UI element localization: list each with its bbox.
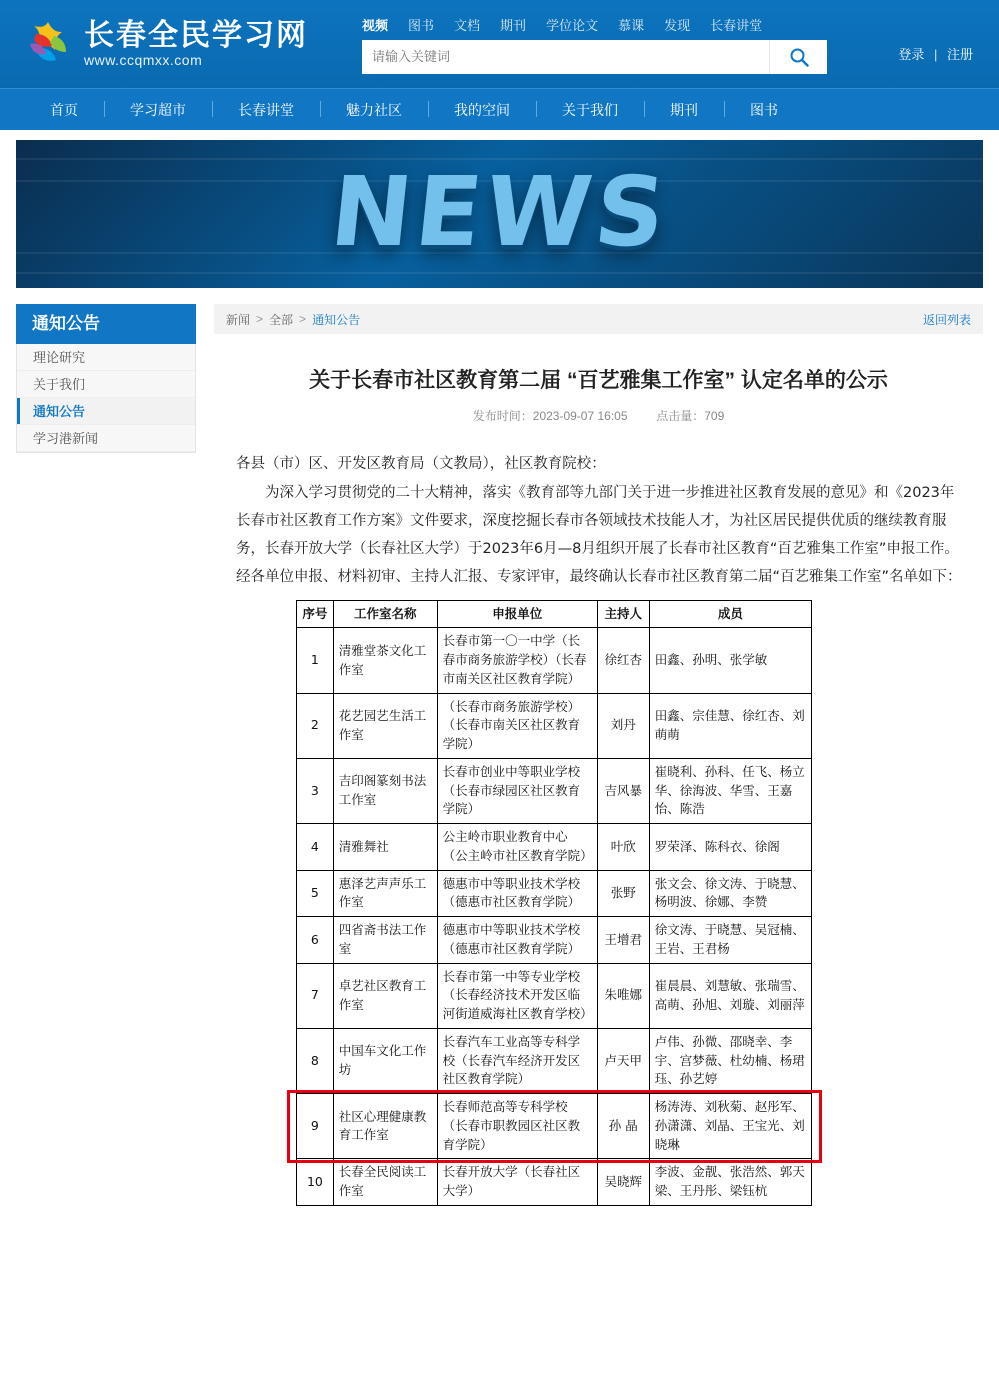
table-row <box>297 917 812 964</box>
search-button[interactable] <box>769 40 827 74</box>
article-paragraph-1: 各县（市）区、开发区教育局（文教局），社区教育院校： <box>236 456 606 473</box>
table-row <box>297 1028 812 1093</box>
cell-name: 惠泽艺声声乐工作室 <box>333 870 437 917</box>
site-logo[interactable] <box>22 18 322 70</box>
search-tab-discover[interactable]: 发现 <box>664 17 691 33</box>
cell-unit: （长春市商务旅游学校）（长春市南关区社区教育学院） <box>437 693 597 758</box>
cell-no: 2 <box>297 693 334 758</box>
cell-members: 张文会、徐文涛、于晓慧、杨明波、徐娜、李赞 <box>649 870 811 917</box>
search-area <box>362 15 832 74</box>
sidebar-list <box>16 344 196 453</box>
sidebar-item-notice[interactable]: 通知公告 <box>17 398 195 425</box>
nav-item-home[interactable]: 首页 <box>50 101 78 118</box>
table-row <box>297 758 812 823</box>
cell-unit: 德惠市中等职业技术学校（德惠市社区教育学院） <box>437 870 597 917</box>
sidebar-item-theory[interactable]: 理论研究 <box>17 344 195 371</box>
cell-members: 崔晓利、孙科、任飞、杨立华、徐海波、华雪、王嘉怡、陈浩 <box>649 758 811 823</box>
article-body <box>214 450 983 591</box>
table-row-highlighted <box>297 1094 812 1159</box>
cell-host: 王增君 <box>597 917 649 964</box>
nav-item-about-us[interactable]: 关于我们 <box>536 89 644 131</box>
breadcrumb-separator-2: > <box>299 312 307 326</box>
search-tab-thesis[interactable]: 学位论文 <box>546 17 599 33</box>
back-to-list-link[interactable]: 返回列表 <box>922 312 971 327</box>
cell-name: 清雅舞社 <box>333 824 437 871</box>
th-unit: 申报单位 <box>437 600 597 628</box>
cell-unit: 德惠市中等职业技术学校（德惠市社区教育学院） <box>437 917 597 964</box>
cell-host: 刘丹 <box>597 693 649 758</box>
page-title: 关于长春市社区教育第二届 “百艺雅集工作室” 认定名单的公示 <box>309 369 888 392</box>
cell-name: 花艺园艺生活工作室 <box>333 693 437 758</box>
cell-unit: 长春开放大学（长春社区大学） <box>437 1159 597 1206</box>
th-host: 主持人 <box>597 600 649 628</box>
th-name: 工作室名称 <box>333 600 437 628</box>
search-tab-docs[interactable]: 文档 <box>454 17 481 33</box>
breadcrumb-current[interactable]: 通知公告 <box>312 312 361 327</box>
search-tabs <box>362 15 832 34</box>
content-area <box>0 288 999 1236</box>
main-column <box>214 304 983 1236</box>
cell-no: 7 <box>297 963 334 1028</box>
auth-links <box>898 44 973 63</box>
studio-table-wrap <box>214 592 983 1236</box>
cell-unit: 长春市第一〇一中学（长春市商务旅游学校）（长春市南关区社区教育学院） <box>437 628 597 693</box>
publish-time-value: 2023-09-07 16:05 <box>532 409 628 424</box>
cell-host: 卢天甲 <box>597 1028 649 1093</box>
cell-name: 中国车文化工作坊 <box>333 1028 437 1093</box>
banner-title: NEWS <box>325 155 674 268</box>
cell-no: 6 <box>297 917 334 964</box>
breadcrumb <box>214 304 983 334</box>
search-tab-journals[interactable]: 期刊 <box>500 17 527 33</box>
cell-name: 长春全民阅读工作室 <box>333 1159 437 1206</box>
cell-no: 10 <box>297 1159 334 1206</box>
cell-no: 5 <box>297 870 334 917</box>
search-tab-mooc[interactable]: 慕课 <box>618 17 645 33</box>
cell-unit: 长春汽车工业高等专科学校（长春汽车经济开发区社区教育学院） <box>437 1028 597 1093</box>
cell-members: 田鑫、孙明、张学敏 <box>649 628 811 693</box>
logo-title: 长春全民学习网 <box>84 18 308 54</box>
cell-no: 9 <box>297 1094 334 1159</box>
cell-members: 崔晨晨、刘慧敏、张瑞雪、高萌、孙旭、刘璇、刘丽萍 <box>649 963 811 1028</box>
table-row <box>297 1159 812 1206</box>
cell-members: 田鑫、宗佳慧、徐红杏、刘萌萌 <box>649 693 811 758</box>
cell-unit: 长春师范高等专科学校（长春市职教园区社区教育学院） <box>437 1094 597 1159</box>
cell-name: 社区心理健康教育工作室 <box>333 1094 437 1159</box>
cell-name: 清雅堂茶文化工作室 <box>333 628 437 693</box>
cell-no: 1 <box>297 628 334 693</box>
cell-members: 卢伟、孙微、邵晓幸、李宇、宫梦薇、杜幼楠、杨珺珏、孙艺婷 <box>649 1028 811 1093</box>
cell-name: 卓艺社区教育工作室 <box>333 963 437 1028</box>
logo-url: www.ccqmxx.com <box>84 51 203 68</box>
nav-item-journals[interactable]: 期刊 <box>644 89 724 131</box>
search-tab-books[interactable]: 图书 <box>408 17 435 33</box>
th-no: 序号 <box>297 600 334 628</box>
sidebar-title: 通知公告 <box>16 304 196 344</box>
cell-name: 吉印阁篆刻书法工作室 <box>333 758 437 823</box>
search-box <box>362 40 827 74</box>
breadcrumb-news[interactable]: 新闻 <box>226 312 251 327</box>
main-nav <box>0 88 999 130</box>
cell-host: 徐红杏 <box>597 628 649 693</box>
search-input[interactable] <box>362 40 769 74</box>
cell-members: 罗荣泽、陈科衣、徐阁 <box>649 824 811 871</box>
cell-members: 徐文涛、于晓慧、吴冠楠、王岩、王君杨 <box>649 917 811 964</box>
site-header <box>0 0 999 88</box>
table-header-row <box>297 600 812 628</box>
table-row <box>297 824 812 871</box>
studio-table <box>296 600 812 1206</box>
nav-item-learning-market[interactable]: 学习超市 <box>104 89 212 131</box>
publish-time-label: 发布时间： <box>472 409 533 424</box>
breadcrumb-separator-1: > <box>256 312 264 326</box>
cell-host: 张野 <box>597 870 649 917</box>
search-tab-lecture[interactable]: 长春讲堂 <box>710 17 763 33</box>
cell-host: 吴晓辉 <box>597 1159 649 1206</box>
table-row <box>297 963 812 1028</box>
cell-host: 朱唯娜 <box>597 963 649 1028</box>
logo-icon <box>22 18 74 70</box>
auth-separator: | <box>933 47 938 62</box>
article-paragraph-2: 为深入学习贯彻党的二十大精神，落实《教育部等九部门关于进一步推进社区教育发展的意见》和《2023年长春市社区教育工作方案》文件要求，深度挖掘长春市各领域技术技能人才，为社区居民提供优质的继续教育服务，长春开放大学（长春社区大学）于2023年6月—8月组织开展了长春市社区教育“百艺雅集工作室”申报工作。经各单位申报、材料初审、主持人汇报、专家评审，最终确认长春市社区教育第二届“百艺雅集工作室”名单如下： <box>236 484 962 586</box>
register-link[interactable]: 注册 <box>946 47 973 62</box>
search-icon <box>788 46 810 68</box>
sidebar-item-news[interactable]: 学习港新闻 <box>17 425 195 452</box>
login-link[interactable]: 登录 <box>898 47 925 62</box>
search-tab-video[interactable]: 视频 <box>362 17 389 33</box>
cell-no: 4 <box>297 824 334 871</box>
nav-item-books[interactable]: 图书 <box>724 89 804 131</box>
sidebar <box>16 304 196 1236</box>
cell-members: 杨涛涛、刘秋菊、赵彤军、孙潇潇、刘晶、王宝光、刘晓琳 <box>649 1094 811 1159</box>
sidebar-item-about[interactable]: 关于我们 <box>17 371 195 398</box>
cell-unit: 长春市创业中等职业学校（长春市绿园区社区教育学院） <box>437 758 597 823</box>
cell-host: 孙 晶 <box>597 1094 649 1159</box>
cell-unit: 长春市第一中等专业学校（长春经济技术开发区临河街道威海社区教育学校） <box>437 963 597 1028</box>
cell-host: 叶欣 <box>597 824 649 871</box>
cell-unit: 公主岭市职业教育中心（公主岭市社区教育学院） <box>437 824 597 871</box>
nav-item-changchun-lecture[interactable]: 长春讲堂 <box>212 89 320 131</box>
cell-name: 四省斋书法工作室 <box>333 917 437 964</box>
cell-no: 3 <box>297 758 334 823</box>
views-value: 709 <box>704 409 725 424</box>
news-banner <box>16 140 983 288</box>
cell-no: 8 <box>297 1028 334 1093</box>
views-label: 点击量： <box>656 409 705 424</box>
nav-item-my-space[interactable]: 我的空间 <box>428 89 536 131</box>
table-row <box>297 870 812 917</box>
table-row <box>297 628 812 693</box>
cell-host: 吉风暴 <box>597 758 649 823</box>
cell-members: 李波、金靓、张浩然、郭天梁、王丹彤、梁钰杭 <box>649 1159 811 1206</box>
table-row <box>297 693 812 758</box>
breadcrumb-all[interactable]: 全部 <box>269 312 294 327</box>
th-members: 成员 <box>649 600 811 628</box>
nav-item-charming-community[interactable]: 魅力社区 <box>320 89 428 131</box>
article-meta <box>214 407 983 424</box>
